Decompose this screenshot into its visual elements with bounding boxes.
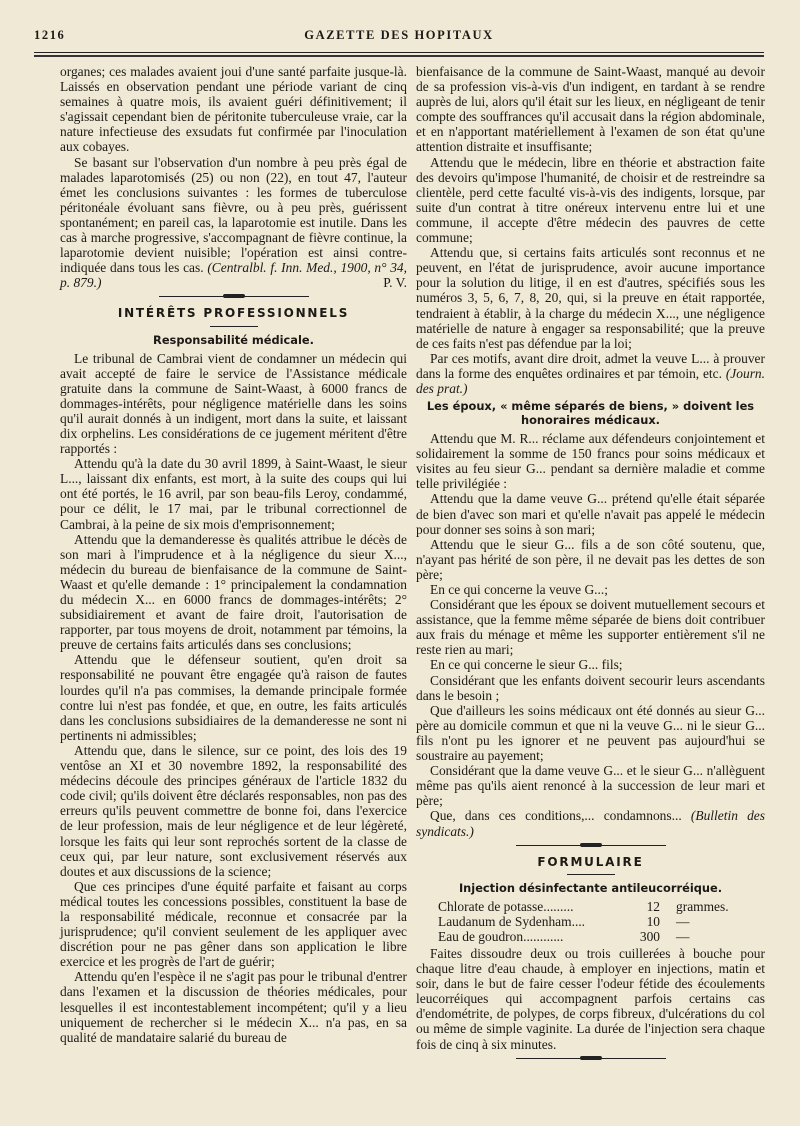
ingredient-unit: — (676, 928, 690, 944)
page-number: 1216 (34, 28, 66, 42)
paragraph: Attendu que le défenseur soutient, qu'en droit sa responsabilité ne pouvant être engagée qu'à raison de fautes lourdes qu'il n'a pas commises, la demande principale formée contre lui n'est pas fondée, et que, en outre, les faits articulés dans les conclusions subsidiaires de la demanderesse ne sont ni pertinents ni admissibles; (60, 652, 407, 743)
paragraph: Attendu que la demanderesse ès qualités attribue le décès de son mari à l'imprudence et à la négligence du sieur X..., médecin du bureau de bienfaisance de la commune de Saint-Waast et qu'elle demande : 1° principalement la condamnation du médecin X... en 6000 francs de dommages-intérêts; 2° subsidiairement et avant de faire droit, l'autorisation de rapporter, par tous moyens de droit, notamment par témoins, la preuve de certains faits articulés dans ses conclusions; (60, 531, 407, 653)
paragraph: Que, dans ces conditions,... condamnons... (Bulletin des syndicats.) (416, 808, 766, 839)
paragraph: Se basant sur l'observation d'un nombre à peu près égal de malades laparotomisés (25) ou non (22), en tout 47, l'auteur émet les conclusions suivantes : les formes de tuberculose péritonéale évoluant sans fièvre, ou à peu près, guérissent spontanément; en pareil cas, la laparotomie est inutile. Dans les cas à marche progressive, s'accompagnant de fièvre continue, la laparotomie devient nuisible; l'opération est ainsi contre-indiquée dans tous les cas. (Centralbl. f. Inn. Med., 1900, n° 34, p. 879.) P. V. (60, 154, 408, 291)
header-rule-thick (34, 55, 764, 57)
paragraph: Le tribunal de Cambrai vient de condamner un médecin qui avait accepté de faire le service de l'Assistance médicale gratuite dans la commune de Saint-Waast, à 6000 francs de dommages-intérêts, pour négligence matérielle dans les soins qu'il aurait donnés à un indigent, mort dans la suite, et laissant dix orphelins. Les considérations de ce jugement méritent d'être rapportés : (60, 350, 407, 457)
paragraph: Considérant que les époux se doivent mutuellement secours et assistance, que la femme même séparée de biens doit contribuer aux frais du ménage et même les supporter entièrement s'il ne reste rien au mari; (416, 597, 765, 658)
ingredient-unit: grammes. (676, 898, 729, 914)
subsection-heading: Responsabilité médicale. (153, 332, 314, 347)
ingredient-quantity: 300 (639, 928, 660, 944)
paragraph: Attendu que M. R... réclame aux défendeurs conjointement et solidairement la somme de 150 francs pour soins médicaux et visites au feu sieur G... pendant sa dernière maladie et comme telle privilégiée : (416, 431, 765, 492)
recipe-list (416, 899, 765, 944)
paragraph: Attendu que le médecin, libre en théorie et abstraction faite des devoirs qu'impose l'humanité, de choisir et de restreindre sa clientèle, perd cette faculté vis-à-vis des indigents, lorsque, par suite d'un contrat à titre onéreux intervenu entre lui et une commune, il accepte d'être médecin des pauvres de cette commune; (416, 154, 765, 246)
ingredient-quantity: 10 (646, 913, 660, 929)
section-divider (416, 843, 765, 849)
recipe-row (416, 899, 765, 914)
paragraph: Considérant que la dame veuve G... et le sieur G... n'allèguent même pas qu'ils aient renoncé à la succession de leur mari et père; (416, 763, 765, 809)
ingredient-name: Laudanum de Sydenham.... (438, 913, 586, 929)
paragraph: Attendu que, dans le silence, sur ce point, des lois des 19 ventôse an XI et 30 novembre 1892, la responsabilité des médecins découle des principes généraux de l'article 1832 du code civil; qu'ils doivent être déclarés responsables, non pas des erreurs qu'ils peuvent commettre de bonne foi, dans l'exercice de leur profession, mais de leur négligence et de leur légèreté, lorsque les faits qui leur sont reprochés sortent de la classe de ceux qui, par leur nature, sont exclusivement réservés aux doutes et aux discussions de la science; (60, 742, 407, 879)
ingredient-name: Eau de goudron............ (438, 928, 564, 944)
left-column (60, 64, 407, 1045)
journal-title: GAZETTE DES HOPITAUX (304, 28, 494, 42)
recipe-row (416, 929, 765, 944)
ingredient-name: Chlorate de potasse......... (438, 898, 574, 914)
paragraph: En ce qui concerne le sieur G... fils; (430, 657, 623, 673)
citation: (Centralbl. f. Inn. Med., 1900, n° 34, p. 879.) (60, 260, 408, 291)
paragraph: Faites dissoudre deux ou trois cuillerées à bouche pour chaque litre d'eau chaude, à employer en injections, matin et soir, dans le but de faire cesser l'odeur fétide des écoulements leucorréiques qui accompagnent parfois certains cas d'endométrite, de polypes, de corps fibreux, d'ulcérations du col ou même de simple vaginite. La durée de l'injection sera chaque fois de cinq à six minutes. (416, 945, 765, 1052)
paragraph: Attendu que, si certains faits articulés sont reconnus et ne peuvent, en l'état de jurisprudence, avoir aucune importance pour la solution du litige, il en est d'autres, spécifiés sous les numéros 3, 5, 6, 7, 8, 20, qui, si la preuve en était rapportée, tendraient à établir, à la charge du médecin X..., une négligence matérielle de nature à engager sa responsabilité; que la preuve de ces faits n'est pas défendue par la loi; (416, 245, 765, 351)
ingredient-quantity: 12 (646, 898, 660, 914)
paragraph: Par ces motifs, avant dire droit, admet la veuve L... à prouver dans la forme des enquêtes ordinaires et par témoin, etc. (Journ. des prat.) (416, 350, 766, 396)
ingredient-unit: — (676, 913, 690, 929)
paragraph: En ce qui concerne la veuve G...; (430, 582, 608, 597)
paragraph: Attendu qu'à la date du 30 avril 1899, à Saint-Waast, le sieur L..., laissant dix enfants, est mort, à la suite des coups qui lui ont été portés, le 16 avril, par son beau-fils Leroy, condammé, pour ce délit, le 17 mai, par le tribunal correctionnel de Cambrai, à la peine de six mois d'emprisonnement; (60, 456, 407, 532)
section-heading: FORMULAIRE (537, 854, 644, 869)
paragraph: Que ces principes d'une équité parfaite et faisant au corps médical toutes les concessions possibles, constituent la base de la responsabilité médicale, reconnue et consacrée par la jurisprudence; qu'il convient seulement de les appliquer avec discrétion pour ne pas gêner dans son application le libre exercice et les progrès de l'art de guérir; (60, 878, 407, 970)
paragraph: Que d'ailleurs les soins médicaux ont été donnés au sieur G... père au domicile commun et que ni la veuve G... ni le sieur G... fils n'ont pu les ignorer et ne peuvent pas aujourd'hui se soustraire au payement; (416, 702, 765, 764)
formula-title: Injection désinfectante antileucorréique. (458, 880, 723, 895)
header-rule (34, 52, 764, 53)
paragraph: Attendu qu'en l'espèce il ne s'agit pas pour le tribunal d'entrer dans l'examen et la discussion de théories médicales, pour lesquelles il est incontestablement incompétent; qu'il y a lieu uniquement de rechercher si le médecin X... n'a pas, en sa qualité de mandataire salarié du bureau de (60, 969, 407, 1045)
paragraph: Attendu que le sieur G... fils a de son côté soutenu, que, n'ayant pas hérité de son père, il ne devait pas les dettes de son père; (416, 536, 765, 582)
page-header (34, 28, 764, 48)
section-divider (416, 1056, 765, 1062)
paragraph: Considérant que les enfants doivent secourir leurs ascendants dans le besoin ; (416, 672, 765, 703)
paragraph: bienfaisance de la commune de Saint-Waast, manqué au devoir de sa profession vis-à-vis d'un indigent, en tardant à se rendre auprès de lui, alors qu'il était sur les lieux, en négligeant de tenir compte des souffrances qu'il accusait dans la région abdominale, et en n'apportant matériellement à l'examen de son état qu'une attention distraite et insuffisante; (416, 64, 765, 155)
citation: (Bulletin des syndicats.) (416, 808, 766, 839)
section-heading: INTÉRÊTS PROFESSIONNELS (117, 306, 350, 321)
section-divider (60, 294, 407, 300)
heading-rule (210, 326, 258, 327)
paragraph: organes; ces malades avaient joui d'une santé parfaite jusque-là. Laissés en observation pendant une période variant de cinq semaines à quatre mois, ils avaient guéri définitivement; il s'agissait cependant bien de péritonite tuberculeuse vraie, car la nature infectieuse des exsudats fut confirmée par l'inoculation aux cobayes. (60, 64, 407, 155)
citation: (Journ. des prat.) (416, 365, 766, 396)
author-signature: P. V. (383, 275, 407, 291)
heading-rule (567, 874, 615, 875)
right-column (416, 64, 765, 1068)
paragraph: Attendu que la dame veuve G... prétend qu'elle était séparée de bien d'avec son mari et qu'elle n'avait pas appelé le médecin pour donner ses soins à son mari; (416, 491, 765, 537)
subsection-heading: Les époux, « même séparés de biens, » doivent les honoraires médicaux. (426, 399, 755, 428)
recipe-row (416, 914, 765, 929)
